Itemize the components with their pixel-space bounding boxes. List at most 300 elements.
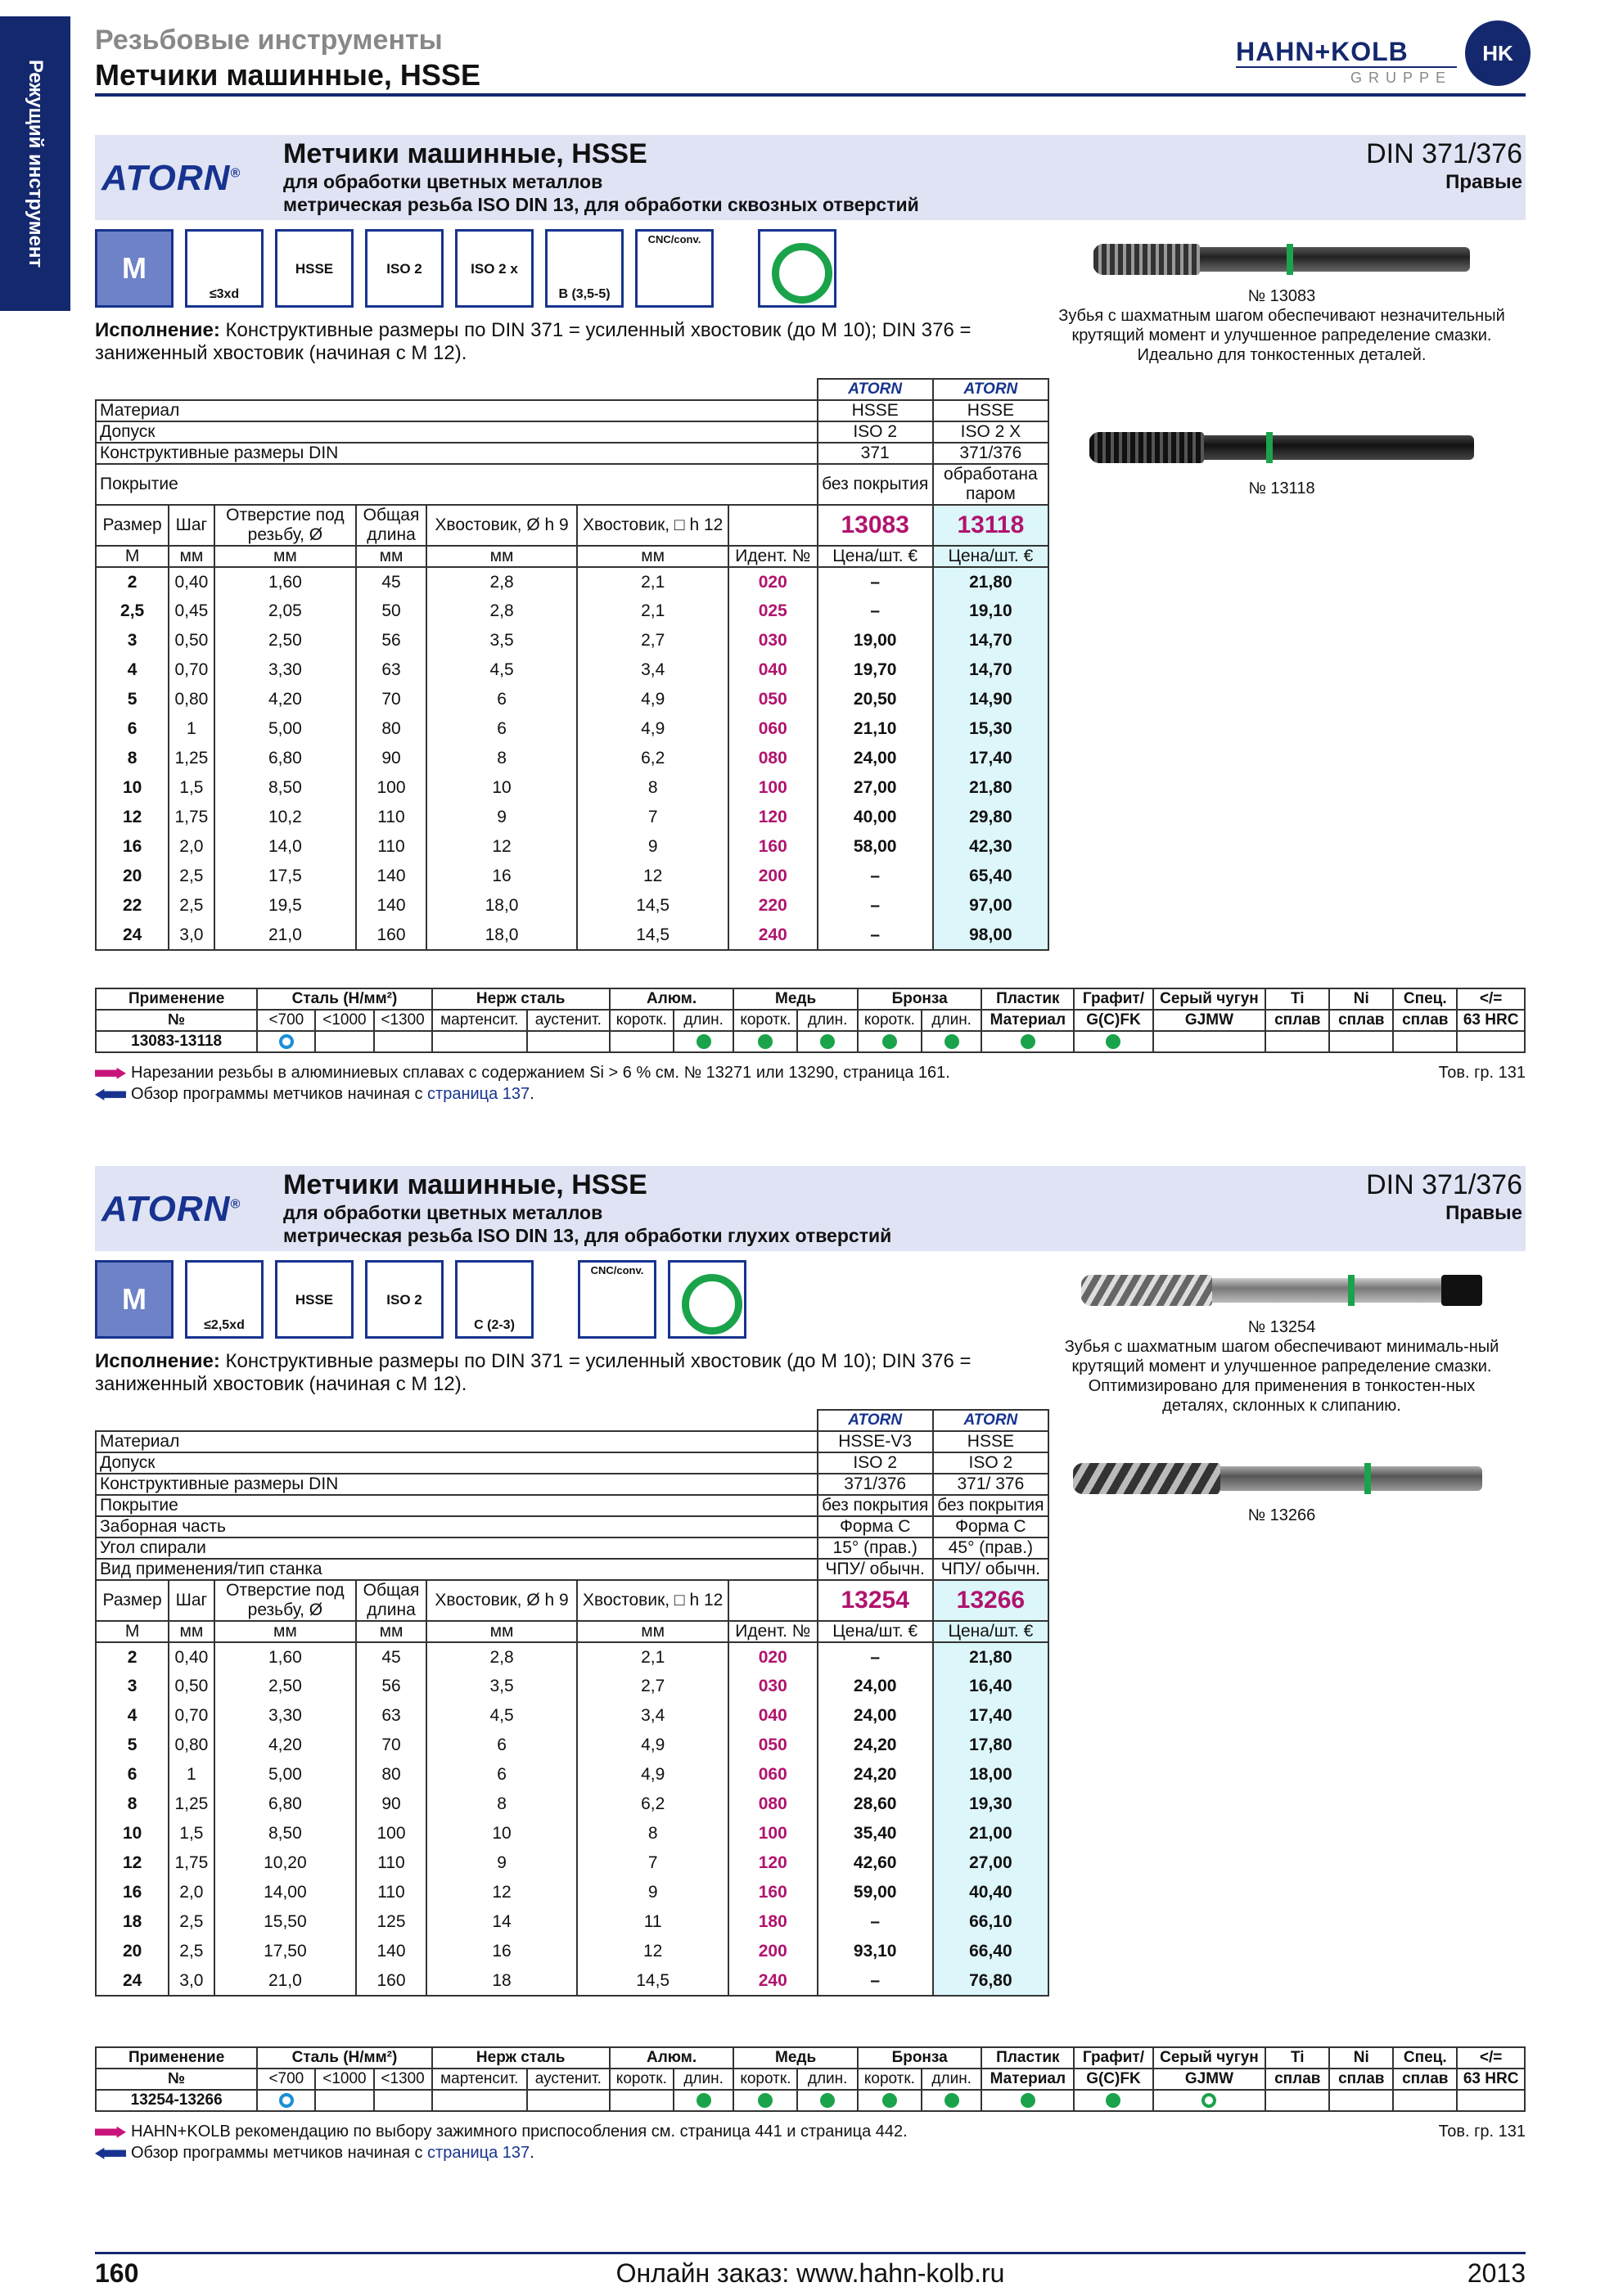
table-cell: 66,10 [933, 1907, 1048, 1937]
table-cell: 24,00 [818, 1701, 933, 1731]
table-cell: 2,5 [169, 862, 214, 891]
suitable-dot-icon [697, 2093, 711, 2108]
unit-header: Цена/шт. € [933, 1621, 1048, 1642]
header-category: Резьбовые инструменты [95, 25, 443, 56]
conditional-dot-icon [1201, 2093, 1216, 2108]
article-number: 13118 [933, 505, 1048, 546]
metric-thread-icon: M [95, 229, 174, 308]
app-cell [733, 2090, 797, 2111]
table-cell: 16,40 [933, 1672, 1048, 1701]
tool-caption-2: № 13266 [1247, 1506, 1316, 1524]
app-subheader: мартенсит. [432, 2069, 527, 2090]
app-subheader: коротк. [858, 2069, 922, 2090]
table-cell: 21,00 [933, 1819, 1048, 1848]
table-cell: 6,2 [577, 1790, 728, 1819]
table-cell: 24 [96, 921, 169, 950]
app-subheader: длин. [797, 1010, 857, 1031]
table-cell: 9 [577, 1878, 728, 1907]
table-cell: 160 [728, 832, 818, 862]
product-section-2 [95, 1166, 1526, 2172]
table-cell: 14,70 [933, 655, 1048, 685]
table-cell: 125 [356, 1907, 426, 1937]
spec-prop-value: HSSE [933, 400, 1048, 421]
app-cell [797, 1031, 857, 1052]
table-cell: 140 [356, 1937, 426, 1966]
coolant-ring-icon [758, 229, 836, 308]
spec-prop-label: Материал [96, 1431, 818, 1452]
app-header: Алюм. [610, 2047, 734, 2069]
app-cell [527, 1031, 610, 1052]
table-cell: 2,5 [169, 1937, 214, 1966]
unit-header: Идент. № [728, 546, 818, 567]
app-cell [1153, 1031, 1266, 1052]
app-subheader: 63 HRC [1457, 2069, 1525, 2090]
table-cell: 2,0 [169, 832, 214, 862]
app-subheader: <1000 [315, 1010, 373, 1031]
table-cell: 63 [356, 655, 426, 685]
product-group: Тов. гр. 131 [1438, 1064, 1526, 1082]
app-header: Серый чугун [1153, 2047, 1266, 2069]
table-cell: – [818, 1966, 933, 1996]
tolerance-iso2-icon: ISO 2 [365, 1260, 444, 1339]
table-cell: 66,40 [933, 1937, 1048, 1966]
table-cell: 100 [356, 1819, 426, 1848]
table-cell: 11 [577, 1907, 728, 1937]
table-cell: 16 [426, 1937, 578, 1966]
page-link[interactable]: страница 137 [427, 1085, 530, 1103]
thread-direction: Правые [1445, 171, 1522, 193]
app-cell [922, 1031, 981, 1052]
suitable-dot-icon [1021, 1034, 1035, 1049]
app-subheader: G(C)FK [1074, 1010, 1152, 1031]
table-cell: 12 [577, 1937, 728, 1966]
table-cell: 3,5 [426, 1672, 578, 1701]
app-cell [733, 1031, 797, 1052]
table-cell: 050 [728, 1731, 818, 1760]
unit-header: мм [577, 1621, 728, 1642]
table-cell: 20,50 [818, 685, 933, 714]
spec-prop-value: без покрытия [818, 1495, 933, 1516]
spec-prop-value: HSSE [933, 1431, 1048, 1452]
footer-divider [95, 2252, 1526, 2254]
chamfer-form-icon: C (2-3) [455, 1260, 534, 1339]
table-cell: 90 [356, 1790, 426, 1819]
spec-prop-value: ЧПУ/ обычн. [933, 1559, 1048, 1580]
spec-prop-label: Конструктивные размеры DIN [96, 1474, 818, 1495]
app-header: Ni [1329, 2047, 1393, 2069]
app-header: Бронза [858, 2047, 982, 2069]
table-cell: 2,1 [577, 597, 728, 626]
table-cell: 160 [728, 1878, 818, 1907]
product-subtitle-2: метрическая резьба ISO DIN 13, для обработки глухих отверстий [283, 1225, 892, 1246]
table-cell: 8 [96, 744, 169, 773]
suitable-dot-icon [944, 2093, 959, 2108]
table-cell: 15,30 [933, 714, 1048, 744]
suitable-dot-icon [758, 2093, 773, 2108]
table-cell: 0,45 [169, 597, 214, 626]
material-hsse-icon: HSSE [275, 1260, 354, 1339]
table-row [96, 1790, 1048, 1819]
table-cell: 3,0 [169, 1966, 214, 1996]
hk-emblem-icon: HK [1465, 20, 1531, 86]
table-cell: 21,0 [214, 1966, 357, 1996]
note-1: HAHN+KOLB рекомендацию по выбору зажимного приспособления см. страница 441 и страница 442. [131, 2123, 908, 2141]
table-cell: 15,50 [214, 1907, 357, 1937]
table-cell: 24,20 [818, 1731, 933, 1760]
table-cell: – [818, 567, 933, 597]
table-cell: 180 [728, 1907, 818, 1937]
brand-header: ATORN [818, 1410, 933, 1431]
app-header: Нерж сталь [432, 2047, 610, 2069]
table-cell: 2,1 [577, 1642, 728, 1672]
table-cell: 0,80 [169, 685, 214, 714]
metric-thread-icon: M [95, 1260, 174, 1339]
spec-prop-value: HSSE [818, 400, 933, 421]
app-cell [1457, 2090, 1525, 2111]
table-cell: 70 [356, 1731, 426, 1760]
table-cell: 110 [356, 1848, 426, 1878]
app-cell [432, 1031, 527, 1052]
table-cell: 100 [728, 773, 818, 803]
table-cell: 21,80 [933, 1642, 1048, 1672]
table-cell: 3,0 [169, 921, 214, 950]
col-header: Отверстие под резьбу, Ø [214, 1580, 357, 1621]
online-order-link[interactable]: Онлайн заказ: www.hahn-kolb.ru [615, 2258, 1005, 2288]
app-cell [432, 2090, 527, 2111]
table-cell: 100 [356, 773, 426, 803]
thread-depth-icon: ≤2,5xd [185, 1260, 264, 1339]
unit-header: мм [577, 546, 728, 567]
table-cell: 7 [577, 1848, 728, 1878]
tolerance-iso2x-icon: ISO 2 x [455, 229, 534, 308]
app-header: Сталь (Н/мм²) [257, 2047, 431, 2069]
app-header: Серый чугун [1153, 988, 1266, 1010]
spec-prop-label: Допуск [96, 1452, 818, 1474]
table-cell: 1,60 [214, 1642, 357, 1672]
spec-prop-value: ISO 2 X [933, 421, 1048, 443]
table-row [96, 1966, 1048, 1996]
spec-blank [96, 379, 818, 400]
table-row [96, 1760, 1048, 1790]
col-header: Размер [96, 505, 169, 546]
app-subheader: аустенит. [527, 1010, 610, 1031]
spec-prop-value: обработана паром [933, 464, 1048, 505]
property-icons [95, 1260, 832, 1342]
app-subheader: коротк. [610, 2069, 674, 2090]
table-cell: 80 [356, 714, 426, 744]
table-cell: 020 [728, 1642, 818, 1672]
spec-prop-label: Заборная часть [96, 1516, 818, 1537]
spec-prop-label: Материал [96, 400, 818, 421]
product-subtitle-2: метрическая резьба ISO DIN 13, для обработки сквозных отверстий [283, 194, 919, 215]
table-cell: 5 [96, 685, 169, 714]
table-cell: 4 [96, 655, 169, 685]
app-header: Сталь (Н/мм²) [257, 988, 431, 1010]
sidebar-tab [0, 16, 70, 311]
col-header: Отверстие под резьбу, Ø [214, 505, 357, 546]
app-row-label: 13254-13266 [96, 2090, 257, 2111]
page-header [95, 25, 480, 92]
table-cell: 240 [728, 1966, 818, 1996]
suitable-dot-icon [1021, 2093, 1035, 2108]
table-cell: 8 [577, 1819, 728, 1848]
table-cell: 080 [728, 744, 818, 773]
table-cell: 6 [426, 714, 578, 744]
table-row [96, 1937, 1048, 1966]
table-cell: 160 [356, 1966, 426, 1996]
table-cell: 19,70 [818, 655, 933, 685]
app-cell [610, 1031, 674, 1052]
table-cell: 2,5 [169, 1907, 214, 1937]
atorn-logo: ATORN® [101, 1189, 241, 1229]
table-cell: 20 [96, 862, 169, 891]
limited-dot-icon [279, 2093, 294, 2108]
article-number: 13254 [818, 1580, 933, 1621]
table-cell: 16 [96, 832, 169, 862]
spec-prop-value: 45° (прав.) [933, 1537, 1048, 1559]
spec-prop-value: без покрытия [818, 464, 933, 505]
app-cell [1329, 2090, 1393, 2111]
table-cell: 18,0 [426, 921, 578, 950]
table-cell: 110 [356, 832, 426, 862]
table-cell: 160 [356, 921, 426, 950]
app-header: Применение [96, 2047, 257, 2069]
col-header: Общая длина [356, 1580, 426, 1621]
app-cell [374, 2090, 432, 2111]
tolerance-iso2-icon: ISO 2 [365, 229, 444, 308]
app-subheader: <1300 [374, 2069, 432, 2090]
unit-header: мм [426, 1621, 578, 1642]
table-cell: 45 [356, 567, 426, 597]
app-header: Медь [733, 2047, 858, 2069]
table-cell: 24,20 [818, 1760, 933, 1790]
product-title: Метчики машинные, HSSE [283, 1169, 647, 1200]
table-cell: 2,7 [577, 626, 728, 655]
table-cell: 14,5 [577, 1966, 728, 1996]
table-row [96, 773, 1048, 803]
table-row [96, 567, 1048, 597]
suitable-dot-icon [820, 1034, 835, 1049]
table-cell: 140 [356, 862, 426, 891]
table-cell: 22 [96, 891, 169, 921]
brand-header: ATORN [933, 1410, 1048, 1431]
table-cell: 90 [356, 744, 426, 773]
table-cell: 1 [169, 1760, 214, 1790]
app-cell [981, 2090, 1074, 2111]
table-cell: 3,30 [214, 655, 357, 685]
table-cell: 110 [356, 803, 426, 832]
table-cell: 6 [426, 1731, 578, 1760]
app-cell [257, 2090, 315, 2111]
table-cell: 120 [728, 1848, 818, 1878]
tool-caption-2: № 13118 [1248, 479, 1315, 497]
table-cell: 40,40 [933, 1878, 1048, 1907]
table-cell: 140 [356, 891, 426, 921]
tool-caption-1: № 13083 Зубья с шахматным шагом обеспечивают незначительный крутящий момент и улучшенное рапределение смазки. Идеально для тонкостенных деталей. [1058, 287, 1505, 364]
arrow-right-icon [95, 2127, 126, 2138]
spec-prop-value: 371 [818, 443, 933, 464]
arrow-left-icon [95, 1089, 126, 1101]
table-row [96, 626, 1048, 655]
unit-header: Идент. № [728, 1621, 818, 1642]
table-cell: 27,00 [933, 1848, 1048, 1878]
din-standard: DIN 371/376 [1366, 1169, 1522, 1200]
table-cell: 8,50 [214, 773, 357, 803]
table-row [96, 1701, 1048, 1731]
app-header: Нерж сталь [432, 988, 610, 1010]
table-cell: 2,8 [426, 597, 578, 626]
table-cell: 1,75 [169, 803, 214, 832]
table-row [96, 921, 1048, 950]
unit-header: мм [356, 1621, 426, 1642]
spec-prop-value: ISO 2 [818, 1452, 933, 1474]
table-cell: 80 [356, 1760, 426, 1790]
table-cell: 080 [728, 1790, 818, 1819]
table-cell: 56 [356, 1672, 426, 1701]
table-cell: 1 [169, 714, 214, 744]
table-cell: 6 [426, 1760, 578, 1790]
spec-table [95, 1409, 1049, 1997]
table-cell: 21,0 [214, 921, 357, 950]
unit-header: мм [356, 546, 426, 567]
table-cell: 2,7 [577, 1672, 728, 1701]
app-cell [1074, 1031, 1152, 1052]
table-row [96, 1672, 1048, 1701]
page-number: 160 [95, 2258, 139, 2288]
application-table [95, 988, 1526, 1053]
table-cell: 6 [96, 714, 169, 744]
table-cell: 4,9 [577, 685, 728, 714]
table-cell: 240 [728, 921, 818, 950]
table-cell: 2,50 [214, 626, 357, 655]
table-cell: 98,00 [933, 921, 1048, 950]
table-cell: 060 [728, 714, 818, 744]
unit-header: Цена/шт. € [818, 546, 933, 567]
app-subheader: сплав [1393, 2069, 1457, 2090]
table-cell: 40,00 [818, 803, 933, 832]
table-cell: 1,25 [169, 744, 214, 773]
din-standard: DIN 371/376 [1366, 138, 1522, 169]
table-cell: 0,40 [169, 567, 214, 597]
unit-header: мм [214, 546, 357, 567]
table-cell: 2,05 [214, 597, 357, 626]
app-header: </= [1457, 2047, 1525, 2069]
thread-direction: Правые [1445, 1202, 1522, 1224]
article-number: 13266 [933, 1580, 1048, 1621]
catalog-year: 2013 [1467, 2258, 1526, 2288]
table-cell: 16 [426, 862, 578, 891]
product-section-1 [95, 135, 1526, 1109]
suitable-dot-icon [820, 2093, 835, 2108]
product-subtitle: для обработки цветных металлов [283, 1202, 603, 1223]
app-cell [374, 1031, 432, 1052]
property-icons [95, 229, 832, 311]
table-cell: 10,20 [214, 1848, 357, 1878]
table-cell: 14 [426, 1907, 578, 1937]
col-header-blank [728, 1580, 818, 1621]
table-cell: 29,80 [933, 803, 1048, 832]
tap-image-13083 [1093, 237, 1470, 281]
table-row [96, 1878, 1048, 1907]
app-subheader: GJMW [1153, 2069, 1266, 2090]
spec-prop-value: ISO 2 [818, 421, 933, 443]
app-subheader: сплав [1265, 1010, 1329, 1031]
note-1: Нарезании резьбы в алюминиевых сплавах с содержанием Si > 6 % см. № 13271 или 13290, страница 161. [131, 1064, 950, 1082]
table-cell: – [818, 1907, 933, 1937]
table-cell: 9 [426, 1848, 578, 1878]
app-subheader: длин. [922, 2069, 981, 2090]
table-cell: 6 [426, 685, 578, 714]
table-cell: 2,0 [169, 1878, 214, 1907]
table-cell: 14,00 [214, 1878, 357, 1907]
table-cell: 060 [728, 1760, 818, 1790]
app-subheader: длин. [922, 1010, 981, 1031]
table-cell: 16 [96, 1878, 169, 1907]
app-cell [610, 2090, 674, 2111]
app-cell [1393, 2090, 1457, 2111]
table-row [96, 744, 1048, 773]
app-header: Медь [733, 988, 858, 1010]
table-cell: 8 [96, 1790, 169, 1819]
cnc-conv-icon: CNC/conv. [578, 1260, 656, 1339]
app-subheader: <700 [257, 2069, 315, 2090]
spec-prop-value: без покрытия [933, 1495, 1048, 1516]
table-cell: 76,80 [933, 1966, 1048, 1996]
app-subheader: сплав [1329, 1010, 1393, 1031]
coolant-ring-icon [668, 1260, 746, 1339]
table-cell: 9 [426, 803, 578, 832]
table-cell: 6,80 [214, 1790, 357, 1819]
app-header: Спец. [1393, 2047, 1457, 2069]
table-cell: 4,5 [426, 1701, 578, 1731]
table-cell: 27,00 [818, 773, 933, 803]
atorn-logo: ATORN® [101, 158, 241, 198]
app-header: Бронза [858, 988, 982, 1010]
suitable-dot-icon [882, 2093, 897, 2108]
table-cell: 70 [356, 685, 426, 714]
unit-header: M [96, 546, 169, 567]
page-link[interactable]: страница 137 [427, 2144, 530, 2162]
spec-prop-value: 371/376 [933, 443, 1048, 464]
tap-image-13118 [1089, 425, 1474, 470]
app-header: Графит/ [1074, 2047, 1152, 2069]
app-header: Графит/ [1074, 988, 1152, 1010]
table-row [96, 862, 1048, 891]
table-cell: 5,00 [214, 714, 357, 744]
table-cell: 025 [728, 597, 818, 626]
table-cell: 12 [426, 832, 578, 862]
arrow-right-icon [95, 1068, 126, 1079]
table-cell: 040 [728, 1701, 818, 1731]
app-cell [1265, 1031, 1329, 1052]
tap-image-13254 [1081, 1268, 1482, 1312]
unit-header: мм [169, 1621, 214, 1642]
table-cell: 17,5 [214, 862, 357, 891]
product-group: Тов. гр. 131 [1438, 2123, 1526, 2141]
col-header-blank [728, 505, 818, 546]
table-cell: 6,80 [214, 744, 357, 773]
app-cell [981, 1031, 1074, 1052]
table-cell: 21,80 [933, 773, 1048, 803]
product-title-band [95, 1166, 1526, 1251]
table-cell: 0,80 [169, 1731, 214, 1760]
app-subheader: длин. [674, 1010, 733, 1031]
app-cell [797, 2090, 857, 2111]
app-subheader: аустенит. [527, 2069, 610, 2090]
table-cell: 2,50 [214, 1672, 357, 1701]
col-header: Хвостовик, □ h 12 [577, 505, 728, 546]
table-cell: 8 [426, 744, 578, 773]
